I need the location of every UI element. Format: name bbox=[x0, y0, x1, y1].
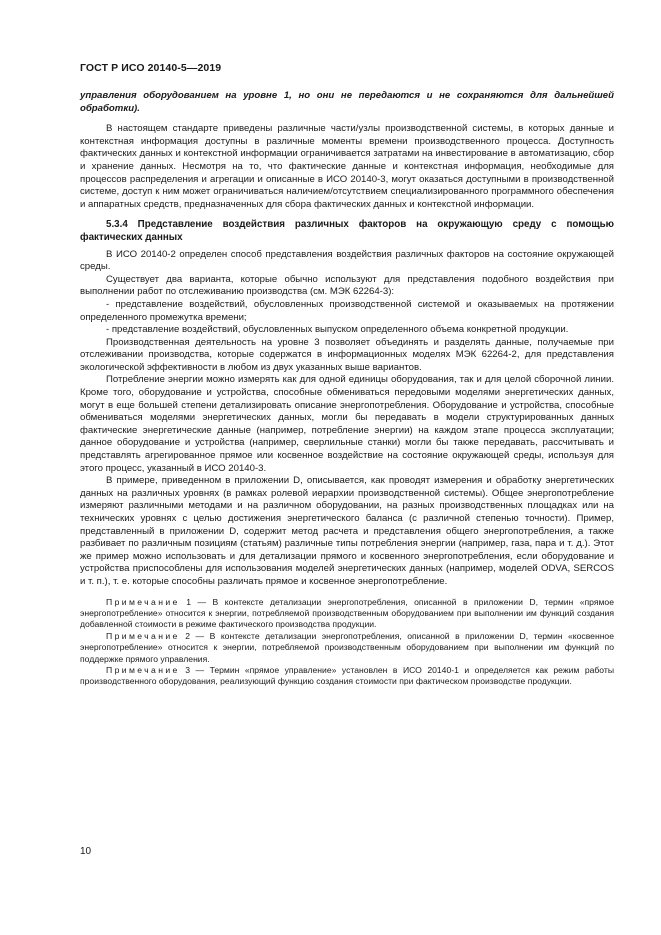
list-item: - представление воздействий, обусловленных выпуском определенного объема конкретной продукции. bbox=[106, 324, 569, 336]
paragraph: Производственная деятельность на уровне 3 позволяет объединять и разделять данные, получаемые при отслеживании производства, которые содержатся в информационных моделях МЭК 62264-2, для представления экологической эффективности в любом из двух указанных выше вариантов. bbox=[80, 336, 614, 373]
paragraph: В настоящем стандарте приведены различные части/узлы производственной системы, в которых данные и контекстная информация доступны в различные моменты времени производственного процесса. Доступность фактических данных и контекстной информации ограничивается затратами на инвестирование в автоматизацию, сбор и хранение данных. Несмотря на то, что фактические данные и контекстная информация, необходимые для процессов распределения и агрегации и описанные в ИСО 20140-3, могут оказаться доступными в производственной системе, доступ к ним может ограничиваться наличием/отсутствием специализированного программного обеспечения и аппаратных средств, предназначенных для сбора фактических данных и контекстной информации. bbox=[80, 123, 614, 210]
standard-id-header: ГОСТ Р ИСО 20140-5—2019 bbox=[80, 62, 222, 74]
note-label: Примечание bbox=[106, 596, 180, 607]
note-text: 3 — Термин «прямое управление» установлен в ИСО 20140-1 и определяется как режим работы производственного оборудования, реализующий функцию создания стоимости при фактическом производстве продукции. bbox=[80, 665, 614, 687]
page-number: 10 bbox=[80, 846, 92, 857]
paragraph: Существует два варианта, которые обычно используют для представления подобного воздействия при выполнении работ по отслеживанию производства (см. МЭК 62264-3): bbox=[80, 273, 614, 298]
page-content bbox=[80, 90, 614, 688]
note-text: 2 — В контексте детализации энергопотребления, описанной в приложении D, термин «косвенное энергопотребление» относится к энергии, потребляемой производственным оборудованием при выполнении им функций по поддержке прямого управления. bbox=[80, 630, 614, 664]
note-1 bbox=[80, 597, 614, 631]
note-label: Примечание bbox=[106, 665, 180, 675]
note-3 bbox=[80, 665, 614, 688]
list-item: - представление воздействий, обусловленных производственной системой и оказываемых на протяжении определенного промежутка времени; bbox=[80, 298, 614, 323]
paragraph: В ИСО 20140-2 определен способ представления воздействия различных факторов на состояние окружающей среды. bbox=[80, 248, 614, 273]
section-heading-5-3-4: 5.3.4 Представление воздействия различных факторов на окружающую среду с помощью фактических данных bbox=[80, 219, 614, 243]
note-label: Примечание bbox=[106, 630, 180, 641]
paragraph: Потребление энергии можно измерять как для одной единицы оборудования, так и для целой сборочной линии. Кроме того, оборудование и устройства, способные обмениваться передовыми моделями энергетических данных, могут в еще большей степени детализировать описание энергопотребления. Оборудование и устройства, способные обмениваться моделями энергетических данных, могли бы передавать в модели структурированных данных фактические энергетические данные (например, потребление энергии) на каждом этапе процесса эксплуатации; данное оборудование и устройства (например, сверлильные станки) могли бы также передавать, рассчитывать и представлять агрегированное прямое или косвенное воздействие на состояние окружающей среды, используя для этого процесс, указанный в ИСО 20140-3. bbox=[80, 374, 614, 474]
paragraph: В примере, приведенном в приложении D, описывается, как проводят измерения и обработку энергетических данных на различных уровнях (в рамках ролевой иерархии производственной системы). Общее энергопотребление измеряют различными методами и на различном оборудовании, на разных производственных площадках или на технических уровнях с целью достижения энергетического баланса (с различной степенью точности). Пример, представленный в приложении D, содержит метод расчета и представления общего энергопотребления, а также разбивает по различным позициям (статьям) различные типы потребления энергии (например, газа, пара и т. д.). Этот же пример можно использовать и для детализации прямого и косвенного энергопотребления, если оборудование и устройства приспособлены для использования моделей энергетических данных (например, моделей ODVA, SERCOS и т. п.), т. е. которые способны различать прямое и косвенное энергопотребление. bbox=[80, 475, 614, 587]
note-text: 1 — В контексте детализации энергопотребления, описанной в приложении D, термин «прямое энергопотребление» относится к энергии, потребляемой производственным оборудованием при выполнении им функций создания добавленной стоимости в режиме фактического производства продукции. bbox=[80, 596, 614, 630]
notes-block bbox=[80, 597, 614, 688]
continued-italic-text: управления оборудованием на уровне 1, но они не передаются и не сохраняются для дальнейшей обработки). bbox=[80, 90, 614, 114]
note-2 bbox=[80, 631, 614, 665]
